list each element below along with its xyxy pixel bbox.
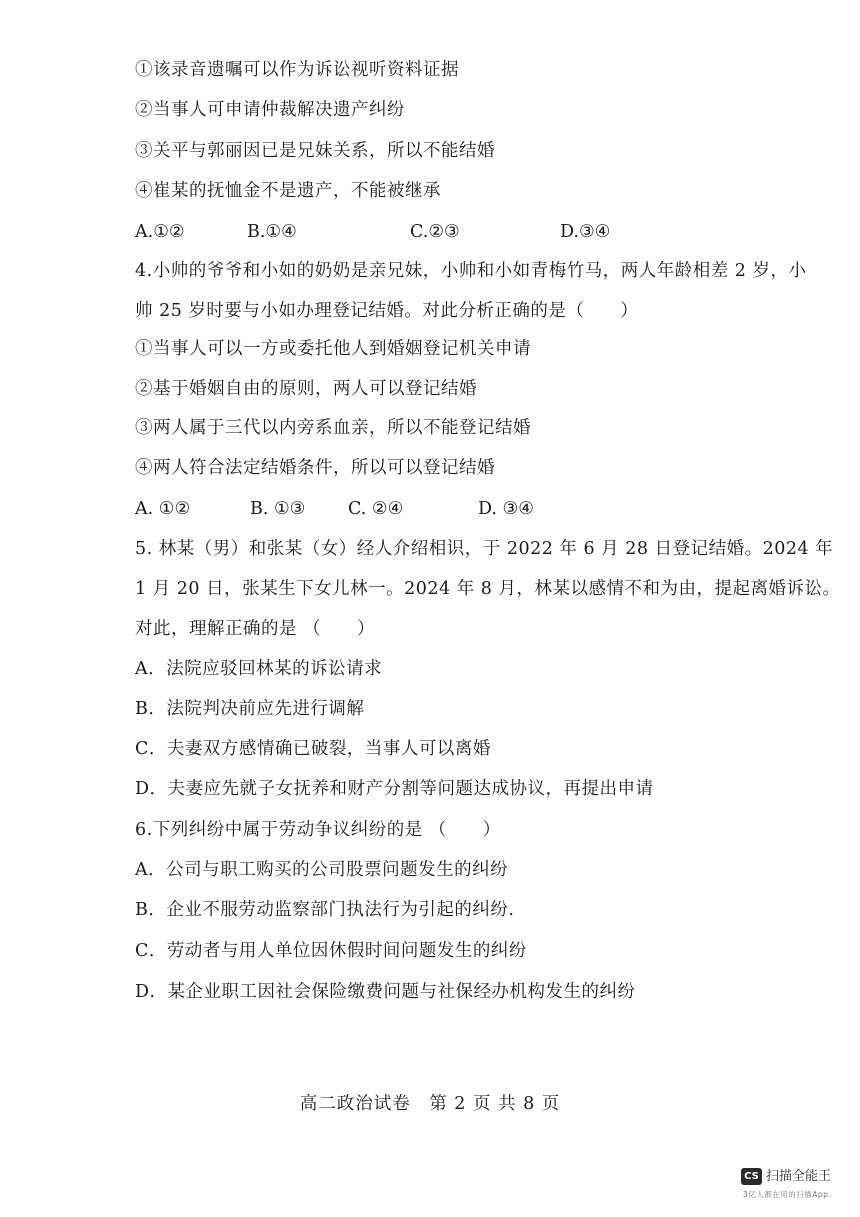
q3-statement-4: ④崔某的抚恤金不是遗产，不能被继承 xyxy=(135,181,441,201)
q6-option-a: A．公司与职工购买的公司股票问题发生的纠纷 xyxy=(135,860,509,880)
q4-statement-2: ②基于婚姻自由的原则，两人可以登记结婚 xyxy=(135,379,477,399)
q5-option-a: A．法院应驳回林某的诉讼请求 xyxy=(135,659,383,679)
q4-option-a: A. ①② xyxy=(135,499,191,519)
scanner-watermark xyxy=(741,1168,841,1208)
q5-option-b: B．法院判决前应先进行调解 xyxy=(135,699,365,719)
q5-stem-line-2: 1 月 20 日，张某生下女儿林一。2024 年 8 月，林某以感情不和为由，提起离婚诉讼。 xyxy=(135,579,841,599)
page-footer: 高二政治试卷 第 2 页 共 8 页 xyxy=(299,1094,561,1114)
q3-option-d: D.③④ xyxy=(560,222,611,242)
q5-stem-line-1: 5. 林某（男）和张某（女）经人介绍相识，于 2022 年 6 月 28 日登记结婚。2024 年 xyxy=(135,539,834,559)
q3-statement-2: ②当事人可申请仲裁解决遗产纠纷 xyxy=(135,100,405,120)
camscanner-logo-icon: CS xyxy=(741,1168,762,1185)
q3-option-c: C.②③ xyxy=(410,222,460,242)
q3-statement-1: ①该录音遗嘱可以作为诉讼视听资料证据 xyxy=(135,60,459,80)
scanner-app-name: 扫描全能王 xyxy=(766,1169,832,1184)
q4-stem-line-2: 帅 25 岁时要与小如办理登记结婚。对此分析正确的是（ ） xyxy=(135,301,639,321)
q3-option-a: A.①② xyxy=(135,222,185,242)
q4-stem-line-1: 4.小帅的爷爷和小如的奶奶是亲兄妹，小帅和小如青梅竹马，两人年龄相差 2 岁，小 xyxy=(135,261,807,281)
q6-option-d: D．某企业职工因社会保险缴费问题与社保经办机构发生的纠纷 xyxy=(135,982,636,1002)
q4-option-b: B. ①③ xyxy=(250,499,306,519)
q5-stem-line-3: 对此，理解正确的是 （ ） xyxy=(135,619,376,639)
q4-statement-1: ①当事人可以一方或委托他人到婚姻登记机关申请 xyxy=(135,339,531,359)
q3-option-b: B.①④ xyxy=(247,222,297,242)
q5-option-c: C．夫妻双方感情确已破裂，当事人可以离婚 xyxy=(135,739,491,759)
q4-option-d: D. ③④ xyxy=(478,499,534,519)
q5-option-d: D．夫妻应先就子女抚养和财产分割等问题达成协议，再提出申请 xyxy=(135,779,654,799)
q4-statement-3: ③两人属于三代以内旁系血亲，所以不能登记结婚 xyxy=(135,418,531,438)
q4-option-c: C. ②④ xyxy=(348,499,404,519)
q6-option-b: B．企业不服劳动监察部门执法行为引起的纠纷. xyxy=(135,900,515,920)
q4-statement-4: ④两人符合法定结婚条件，所以可以登记结婚 xyxy=(135,458,495,478)
q6-option-c: C．劳动者与用人单位因休假时间问题发生的纠纷 xyxy=(135,941,527,961)
q6-stem: 6.下列纠纷中属于劳动争议纠纷的是 （ ） xyxy=(135,820,501,840)
scanner-tagline: 3亿人都在用的扫描App xyxy=(743,1190,829,1199)
q3-statement-3: ③关平与郭丽因已是兄妹关系，所以不能结婚 xyxy=(135,141,495,161)
